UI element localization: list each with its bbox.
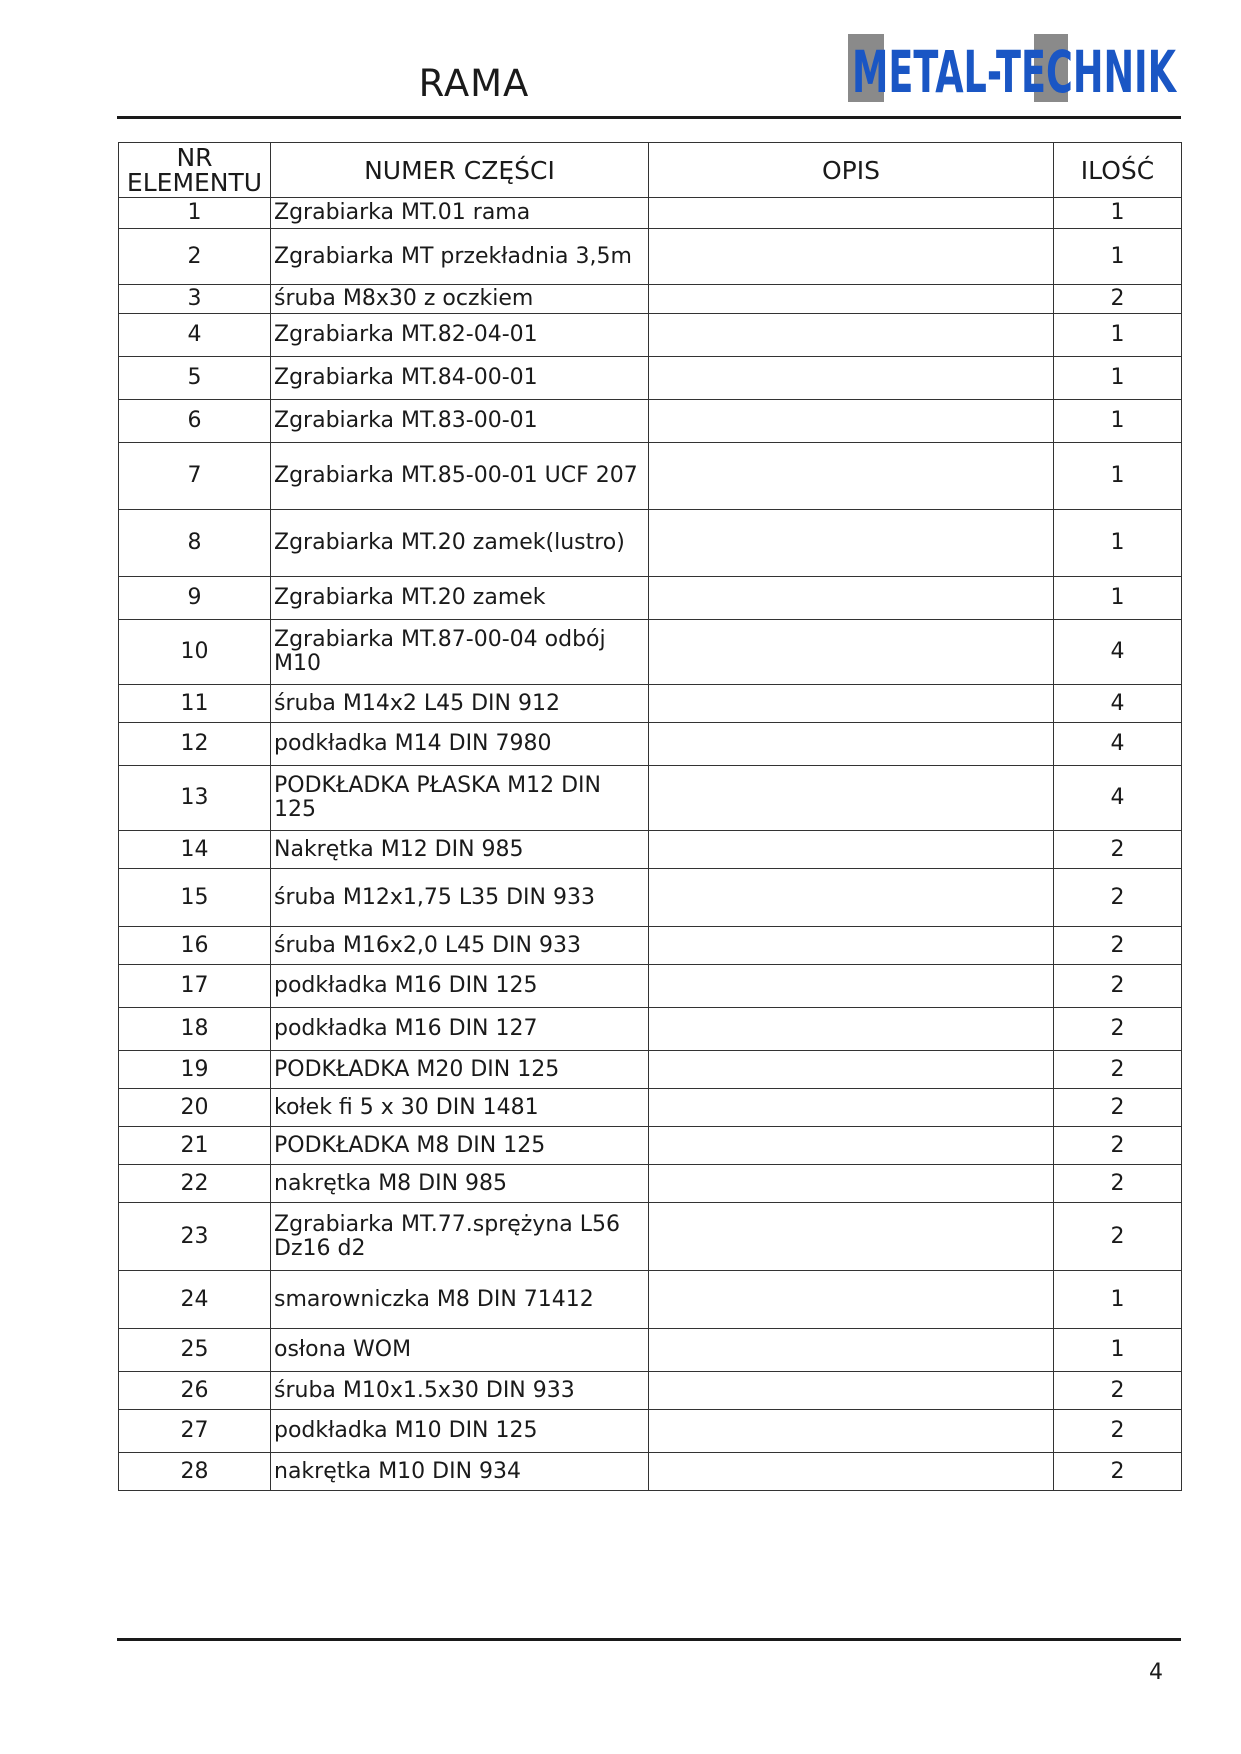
cell-nr: 2 xyxy=(119,229,271,285)
cell-ilosc: 4 xyxy=(1054,723,1182,766)
cell-ilosc: 1 xyxy=(1054,198,1182,229)
cell-numer: Zgrabiarka MT przekładnia 3,5m xyxy=(271,229,649,285)
company-logo xyxy=(848,32,1180,104)
cell-numer: podkładka M10 DIN 125 xyxy=(271,1410,649,1453)
cell-ilosc: 4 xyxy=(1054,766,1182,831)
cell-numer: Zgrabiarka MT.77.sprężyna L56 Dz16 d2 xyxy=(271,1203,649,1271)
cell-numer: nakrętka M10 DIN 934 xyxy=(271,1453,649,1491)
cell-nr: 3 xyxy=(119,285,271,314)
cell-opis xyxy=(649,1008,1054,1051)
cell-opis xyxy=(649,965,1054,1008)
cell-nr: 13 xyxy=(119,766,271,831)
cell-opis xyxy=(649,285,1054,314)
cell-ilosc: 1 xyxy=(1054,577,1182,620)
parts-table xyxy=(118,142,1182,1491)
cell-nr: 24 xyxy=(119,1271,271,1329)
header-rule xyxy=(117,116,1181,119)
cell-opis xyxy=(649,510,1054,577)
cell-nr: 11 xyxy=(119,685,271,723)
cell-nr: 27 xyxy=(119,1410,271,1453)
cell-opis xyxy=(649,314,1054,357)
cell-numer: PODKŁADKA M8 DIN 125 xyxy=(271,1127,649,1165)
cell-ilosc: 1 xyxy=(1054,357,1182,400)
cell-numer: Zgrabiarka MT.82-04-01 xyxy=(271,314,649,357)
cell-nr: 10 xyxy=(119,620,271,685)
cell-nr: 17 xyxy=(119,965,271,1008)
cell-nr: 14 xyxy=(119,831,271,869)
cell-opis xyxy=(649,869,1054,927)
logo-text: METAL-TECHNIK xyxy=(852,38,1178,104)
cell-numer: śruba M8x30 z oczkiem xyxy=(271,285,649,314)
cell-nr: 7 xyxy=(119,443,271,510)
cell-numer: śruba M10x1.5x30 DIN 933 xyxy=(271,1372,649,1410)
table-row xyxy=(119,357,1182,400)
cell-ilosc: 2 xyxy=(1054,1008,1182,1051)
cell-numer: Zgrabiarka MT.20 zamek(lustro) xyxy=(271,510,649,577)
cell-numer: nakrętka M8 DIN 985 xyxy=(271,1165,649,1203)
cell-opis xyxy=(649,1329,1054,1372)
cell-opis xyxy=(649,927,1054,965)
cell-numer: Zgrabiarka MT.01 rama xyxy=(271,198,649,229)
cell-numer: Zgrabiarka MT.84-00-01 xyxy=(271,357,649,400)
cell-nr: 4 xyxy=(119,314,271,357)
cell-ilosc: 4 xyxy=(1054,685,1182,723)
page-title: RAMA xyxy=(418,62,530,105)
cell-nr: 6 xyxy=(119,400,271,443)
table-row xyxy=(119,400,1182,443)
table-row xyxy=(119,831,1182,869)
column-header-numer: NUMER CZĘŚCI xyxy=(271,143,649,198)
table-row xyxy=(119,723,1182,766)
cell-opis xyxy=(649,620,1054,685)
cell-opis xyxy=(649,1089,1054,1127)
table-row xyxy=(119,620,1182,685)
cell-nr: 26 xyxy=(119,1372,271,1410)
table-row xyxy=(119,285,1182,314)
table-row xyxy=(119,1127,1182,1165)
table-header-row xyxy=(119,143,1182,198)
table-row xyxy=(119,1453,1182,1491)
cell-nr: 23 xyxy=(119,1203,271,1271)
cell-opis xyxy=(649,443,1054,510)
cell-numer: śruba M12x1,75 L35 DIN 933 xyxy=(271,869,649,927)
cell-nr: 25 xyxy=(119,1329,271,1372)
cell-opis xyxy=(649,1051,1054,1089)
cell-nr: 12 xyxy=(119,723,271,766)
cell-opis xyxy=(649,229,1054,285)
cell-ilosc: 2 xyxy=(1054,1127,1182,1165)
footer-rule xyxy=(117,1638,1181,1641)
cell-opis xyxy=(649,400,1054,443)
cell-nr: 8 xyxy=(119,510,271,577)
table-row xyxy=(119,1203,1182,1271)
cell-ilosc: 1 xyxy=(1054,400,1182,443)
column-header-nr: NR ELEMENTU xyxy=(119,143,271,198)
cell-numer: podkładka M16 DIN 125 xyxy=(271,965,649,1008)
cell-ilosc: 2 xyxy=(1054,1453,1182,1491)
cell-opis xyxy=(649,1271,1054,1329)
column-header-ilosc: ILOŚĆ xyxy=(1054,143,1182,198)
cell-opis xyxy=(649,1410,1054,1453)
cell-nr: 21 xyxy=(119,1127,271,1165)
cell-ilosc: 2 xyxy=(1054,1372,1182,1410)
cell-opis xyxy=(649,198,1054,229)
table-row xyxy=(119,965,1182,1008)
table-row xyxy=(119,1372,1182,1410)
cell-numer: PODKŁADKA M20 DIN 125 xyxy=(271,1051,649,1089)
cell-ilosc: 2 xyxy=(1054,965,1182,1008)
cell-numer: Zgrabiarka MT.83-00-01 xyxy=(271,400,649,443)
cell-numer: osłona WOM xyxy=(271,1329,649,1372)
table-row xyxy=(119,1271,1182,1329)
cell-ilosc: 1 xyxy=(1054,1329,1182,1372)
page-number: 4 xyxy=(1149,1660,1163,1685)
cell-nr: 5 xyxy=(119,357,271,400)
table-row xyxy=(119,1165,1182,1203)
cell-nr: 20 xyxy=(119,1089,271,1127)
cell-opis xyxy=(649,577,1054,620)
cell-ilosc: 2 xyxy=(1054,1051,1182,1089)
cell-numer: Nakrętka M12 DIN 985 xyxy=(271,831,649,869)
cell-ilosc: 2 xyxy=(1054,869,1182,927)
cell-ilosc: 1 xyxy=(1054,229,1182,285)
cell-numer: Zgrabiarka MT.85-00-01 UCF 207 xyxy=(271,443,649,510)
cell-nr: 28 xyxy=(119,1453,271,1491)
cell-ilosc: 4 xyxy=(1054,620,1182,685)
cell-opis xyxy=(649,357,1054,400)
cell-numer: śruba M14x2 L45 DIN 912 xyxy=(271,685,649,723)
cell-ilosc: 1 xyxy=(1054,314,1182,357)
cell-ilosc: 2 xyxy=(1054,1165,1182,1203)
cell-ilosc: 2 xyxy=(1054,1203,1182,1271)
cell-numer: kołek fi 5 x 30 DIN 1481 xyxy=(271,1089,649,1127)
cell-ilosc: 2 xyxy=(1054,1410,1182,1453)
table-row xyxy=(119,510,1182,577)
cell-numer: smarowniczka M8 DIN 71412 xyxy=(271,1271,649,1329)
cell-ilosc: 1 xyxy=(1054,1271,1182,1329)
table-row xyxy=(119,198,1182,229)
table-row xyxy=(119,1089,1182,1127)
cell-nr: 18 xyxy=(119,1008,271,1051)
cell-opis xyxy=(649,766,1054,831)
cell-ilosc: 2 xyxy=(1054,831,1182,869)
cell-numer: podkładka M16 DIN 127 xyxy=(271,1008,649,1051)
cell-ilosc: 2 xyxy=(1054,927,1182,965)
table-row xyxy=(119,443,1182,510)
cell-nr: 1 xyxy=(119,198,271,229)
cell-ilosc: 2 xyxy=(1054,285,1182,314)
cell-opis xyxy=(649,1127,1054,1165)
cell-numer: Zgrabiarka MT.87-00-04 odbój M10 xyxy=(271,620,649,685)
table-row xyxy=(119,1051,1182,1089)
cell-opis xyxy=(649,685,1054,723)
cell-ilosc: 1 xyxy=(1054,443,1182,510)
cell-nr: 9 xyxy=(119,577,271,620)
cell-nr: 19 xyxy=(119,1051,271,1089)
cell-numer: Zgrabiarka MT.20 zamek xyxy=(271,577,649,620)
cell-numer: podkładka M14 DIN 7980 xyxy=(271,723,649,766)
table-row xyxy=(119,314,1182,357)
table-row xyxy=(119,766,1182,831)
cell-nr: 22 xyxy=(119,1165,271,1203)
cell-opis xyxy=(649,1203,1054,1271)
table-row xyxy=(119,1008,1182,1051)
table-row xyxy=(119,685,1182,723)
cell-ilosc: 1 xyxy=(1054,510,1182,577)
column-header-opis: OPIS xyxy=(649,143,1054,198)
cell-nr: 15 xyxy=(119,869,271,927)
table-row xyxy=(119,229,1182,285)
cell-opis xyxy=(649,723,1054,766)
table-row xyxy=(119,577,1182,620)
table-row xyxy=(119,1329,1182,1372)
cell-opis xyxy=(649,1453,1054,1491)
table-row xyxy=(119,869,1182,927)
cell-opis xyxy=(649,1165,1054,1203)
table-row xyxy=(119,927,1182,965)
cell-numer: śruba M16x2,0 L45 DIN 933 xyxy=(271,927,649,965)
cell-ilosc: 2 xyxy=(1054,1089,1182,1127)
cell-nr: 16 xyxy=(119,927,271,965)
cell-opis xyxy=(649,831,1054,869)
table-row xyxy=(119,1410,1182,1453)
cell-numer: PODKŁADKA PŁASKA M12 DIN 125 xyxy=(271,766,649,831)
cell-opis xyxy=(649,1372,1054,1410)
